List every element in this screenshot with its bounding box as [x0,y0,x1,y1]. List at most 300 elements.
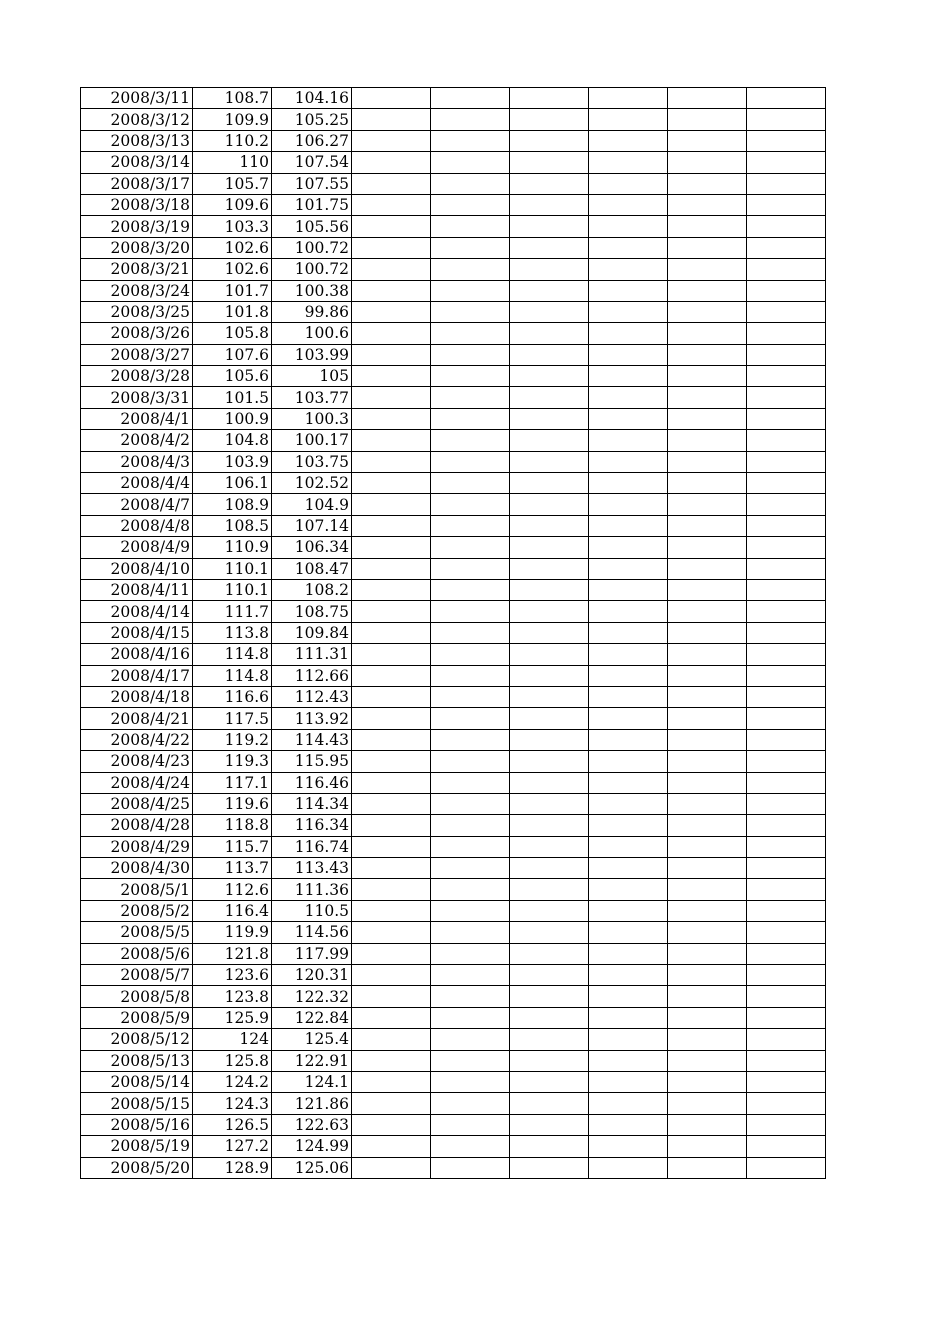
value-cell-1[interactable]: 127.2 [193,1136,272,1157]
empty-cell[interactable] [352,922,431,943]
date-cell[interactable]: 2008/5/20 [81,1157,193,1178]
empty-cell[interactable] [747,1093,826,1114]
empty-cell[interactable] [668,216,747,237]
empty-cell[interactable] [510,473,589,494]
empty-cell[interactable] [668,515,747,536]
date-cell[interactable]: 2008/5/5 [81,922,193,943]
date-cell[interactable]: 2008/4/3 [81,451,193,472]
empty-cell[interactable] [589,344,668,365]
value-cell-2[interactable]: 122.32 [272,986,352,1007]
empty-cell[interactable] [668,858,747,879]
empty-cell[interactable] [510,451,589,472]
empty-cell[interactable] [510,152,589,173]
empty-cell[interactable] [431,943,510,964]
value-cell-1[interactable]: 108.5 [193,515,272,536]
empty-cell[interactable] [589,601,668,622]
value-cell-1[interactable]: 100.9 [193,408,272,429]
empty-cell[interactable] [747,366,826,387]
value-cell-1[interactable]: 104.8 [193,430,272,451]
empty-cell[interactable] [352,473,431,494]
value-cell-2[interactable]: 100.17 [272,430,352,451]
date-cell[interactable]: 2008/5/8 [81,986,193,1007]
empty-cell[interactable] [747,173,826,194]
empty-cell[interactable] [668,451,747,472]
empty-cell[interactable] [668,729,747,750]
value-cell-2[interactable]: 111.31 [272,644,352,665]
empty-cell[interactable] [352,1029,431,1050]
empty-cell[interactable] [747,216,826,237]
empty-cell[interactable] [589,686,668,707]
value-cell-2[interactable]: 114.43 [272,729,352,750]
value-cell-2[interactable]: 125.4 [272,1029,352,1050]
empty-cell[interactable] [747,815,826,836]
empty-cell[interactable] [747,259,826,280]
empty-cell[interactable] [431,601,510,622]
value-cell-1[interactable]: 111.7 [193,601,272,622]
empty-cell[interactable] [589,430,668,451]
value-cell-1[interactable]: 103.9 [193,451,272,472]
empty-cell[interactable] [747,237,826,258]
empty-cell[interactable] [747,858,826,879]
empty-cell[interactable] [668,1050,747,1071]
empty-cell[interactable] [668,194,747,215]
empty-cell[interactable] [431,815,510,836]
empty-cell[interactable] [352,173,431,194]
date-cell[interactable]: 2008/3/20 [81,237,193,258]
date-cell[interactable]: 2008/4/17 [81,665,193,686]
empty-cell[interactable] [431,665,510,686]
date-cell[interactable]: 2008/3/26 [81,323,193,344]
empty-cell[interactable] [352,686,431,707]
empty-cell[interactable] [431,430,510,451]
empty-cell[interactable] [510,344,589,365]
empty-cell[interactable] [668,686,747,707]
empty-cell[interactable] [589,109,668,130]
empty-cell[interactable] [431,579,510,600]
date-cell[interactable]: 2008/4/9 [81,537,193,558]
empty-cell[interactable] [589,451,668,472]
date-cell[interactable]: 2008/4/16 [81,644,193,665]
value-cell-1[interactable]: 103.3 [193,216,272,237]
empty-cell[interactable] [589,216,668,237]
empty-cell[interactable] [510,579,589,600]
empty-cell[interactable] [668,879,747,900]
empty-cell[interactable] [510,280,589,301]
value-cell-1[interactable]: 101.5 [193,387,272,408]
value-cell-2[interactable]: 101.75 [272,194,352,215]
empty-cell[interactable] [589,1093,668,1114]
empty-cell[interactable] [510,1050,589,1071]
empty-cell[interactable] [510,815,589,836]
empty-cell[interactable] [668,1007,747,1028]
date-cell[interactable]: 2008/3/11 [81,88,193,109]
value-cell-2[interactable]: 104.9 [272,494,352,515]
empty-cell[interactable] [510,665,589,686]
value-cell-1[interactable]: 128.9 [193,1157,272,1178]
value-cell-2[interactable]: 122.84 [272,1007,352,1028]
empty-cell[interactable] [510,387,589,408]
empty-cell[interactable] [747,344,826,365]
empty-cell[interactable] [431,1050,510,1071]
empty-cell[interactable] [431,644,510,665]
empty-cell[interactable] [510,537,589,558]
date-cell[interactable]: 2008/5/12 [81,1029,193,1050]
empty-cell[interactable] [510,408,589,429]
empty-cell[interactable] [668,1136,747,1157]
empty-cell[interactable] [589,644,668,665]
empty-cell[interactable] [589,237,668,258]
empty-cell[interactable] [510,943,589,964]
empty-cell[interactable] [510,1136,589,1157]
empty-cell[interactable] [589,879,668,900]
empty-cell[interactable] [352,1093,431,1114]
empty-cell[interactable] [668,965,747,986]
empty-cell[interactable] [352,965,431,986]
empty-cell[interactable] [431,152,510,173]
empty-cell[interactable] [431,751,510,772]
empty-cell[interactable] [668,793,747,814]
empty-cell[interactable] [668,922,747,943]
empty-cell[interactable] [747,1136,826,1157]
empty-cell[interactable] [747,922,826,943]
empty-cell[interactable] [668,601,747,622]
empty-cell[interactable] [668,815,747,836]
empty-cell[interactable] [589,943,668,964]
empty-cell[interactable] [431,836,510,857]
empty-cell[interactable] [352,793,431,814]
date-cell[interactable]: 2008/5/15 [81,1093,193,1114]
empty-cell[interactable] [668,836,747,857]
empty-cell[interactable] [352,152,431,173]
empty-cell[interactable] [352,194,431,215]
empty-cell[interactable] [431,259,510,280]
empty-cell[interactable] [510,430,589,451]
empty-cell[interactable] [747,644,826,665]
empty-cell[interactable] [747,430,826,451]
value-cell-1[interactable]: 125.8 [193,1050,272,1071]
empty-cell[interactable] [747,943,826,964]
empty-cell[interactable] [431,900,510,921]
empty-cell[interactable] [668,579,747,600]
empty-cell[interactable] [352,900,431,921]
empty-cell[interactable] [747,1114,826,1135]
empty-cell[interactable] [431,237,510,258]
date-cell[interactable]: 2008/4/2 [81,430,193,451]
empty-cell[interactable] [510,751,589,772]
empty-cell[interactable] [352,986,431,1007]
value-cell-2[interactable]: 108.75 [272,601,352,622]
value-cell-1[interactable]: 101.8 [193,301,272,322]
empty-cell[interactable] [747,836,826,857]
value-cell-1[interactable]: 125.9 [193,1007,272,1028]
empty-cell[interactable] [352,451,431,472]
empty-cell[interactable] [431,686,510,707]
empty-cell[interactable] [352,1157,431,1178]
empty-cell[interactable] [589,1114,668,1135]
empty-cell[interactable] [668,109,747,130]
empty-cell[interactable] [589,88,668,109]
value-cell-2[interactable]: 116.74 [272,836,352,857]
date-cell[interactable]: 2008/5/13 [81,1050,193,1071]
value-cell-1[interactable]: 110.9 [193,537,272,558]
empty-cell[interactable] [510,88,589,109]
empty-cell[interactable] [431,194,510,215]
empty-cell[interactable] [589,751,668,772]
date-cell[interactable]: 2008/3/24 [81,280,193,301]
empty-cell[interactable] [352,430,431,451]
value-cell-2[interactable]: 125.06 [272,1157,352,1178]
empty-cell[interactable] [747,900,826,921]
empty-cell[interactable] [352,1007,431,1028]
empty-cell[interactable] [352,494,431,515]
empty-cell[interactable] [352,622,431,643]
empty-cell[interactable] [747,451,826,472]
empty-cell[interactable] [510,986,589,1007]
empty-cell[interactable] [431,1071,510,1092]
empty-cell[interactable] [431,344,510,365]
empty-cell[interactable] [668,708,747,729]
empty-cell[interactable] [747,323,826,344]
date-cell[interactable]: 2008/4/25 [81,793,193,814]
empty-cell[interactable] [747,109,826,130]
value-cell-1[interactable]: 110.2 [193,130,272,151]
value-cell-1[interactable]: 123.6 [193,965,272,986]
empty-cell[interactable] [589,301,668,322]
empty-cell[interactable] [431,965,510,986]
value-cell-2[interactable]: 100.3 [272,408,352,429]
empty-cell[interactable] [510,858,589,879]
value-cell-2[interactable]: 109.84 [272,622,352,643]
empty-cell[interactable] [747,494,826,515]
value-cell-2[interactable]: 116.46 [272,772,352,793]
value-cell-2[interactable]: 100.6 [272,323,352,344]
value-cell-1[interactable]: 109.9 [193,109,272,130]
date-cell[interactable]: 2008/3/28 [81,366,193,387]
date-cell[interactable]: 2008/4/30 [81,858,193,879]
empty-cell[interactable] [668,494,747,515]
empty-cell[interactable] [747,408,826,429]
empty-cell[interactable] [352,708,431,729]
value-cell-1[interactable]: 126.5 [193,1114,272,1135]
empty-cell[interactable] [352,601,431,622]
empty-cell[interactable] [431,323,510,344]
value-cell-1[interactable]: 114.8 [193,644,272,665]
empty-cell[interactable] [668,408,747,429]
empty-cell[interactable] [510,1071,589,1092]
value-cell-2[interactable]: 122.91 [272,1050,352,1071]
empty-cell[interactable] [431,858,510,879]
date-cell[interactable]: 2008/4/8 [81,515,193,536]
empty-cell[interactable] [668,366,747,387]
empty-cell[interactable] [431,708,510,729]
empty-cell[interactable] [510,686,589,707]
empty-cell[interactable] [589,708,668,729]
empty-cell[interactable] [589,558,668,579]
empty-cell[interactable] [747,686,826,707]
value-cell-1[interactable]: 110.1 [193,558,272,579]
empty-cell[interactable] [431,1136,510,1157]
value-cell-2[interactable]: 114.56 [272,922,352,943]
empty-cell[interactable] [668,1093,747,1114]
empty-cell[interactable] [747,729,826,750]
empty-cell[interactable] [431,408,510,429]
empty-cell[interactable] [510,622,589,643]
value-cell-2[interactable]: 99.86 [272,301,352,322]
empty-cell[interactable] [510,301,589,322]
empty-cell[interactable] [352,323,431,344]
empty-cell[interactable] [352,1050,431,1071]
empty-cell[interactable] [431,922,510,943]
empty-cell[interactable] [589,986,668,1007]
empty-cell[interactable] [510,1007,589,1028]
date-cell[interactable]: 2008/5/19 [81,1136,193,1157]
empty-cell[interactable] [510,879,589,900]
empty-cell[interactable] [668,751,747,772]
value-cell-2[interactable]: 106.34 [272,537,352,558]
empty-cell[interactable] [668,387,747,408]
empty-cell[interactable] [352,280,431,301]
empty-cell[interactable] [668,558,747,579]
empty-cell[interactable] [510,173,589,194]
value-cell-1[interactable]: 107.6 [193,344,272,365]
empty-cell[interactable] [352,879,431,900]
empty-cell[interactable] [510,130,589,151]
empty-cell[interactable] [352,644,431,665]
empty-cell[interactable] [510,793,589,814]
empty-cell[interactable] [352,579,431,600]
value-cell-2[interactable]: 111.36 [272,879,352,900]
empty-cell[interactable] [668,323,747,344]
empty-cell[interactable] [431,537,510,558]
empty-cell[interactable] [431,622,510,643]
empty-cell[interactable] [431,451,510,472]
date-cell[interactable]: 2008/4/7 [81,494,193,515]
value-cell-1[interactable]: 112.6 [193,879,272,900]
empty-cell[interactable] [510,494,589,515]
empty-cell[interactable] [589,408,668,429]
empty-cell[interactable] [747,152,826,173]
empty-cell[interactable] [431,1114,510,1135]
empty-cell[interactable] [589,323,668,344]
value-cell-1[interactable]: 118.8 [193,815,272,836]
empty-cell[interactable] [352,815,431,836]
empty-cell[interactable] [589,1007,668,1028]
value-cell-2[interactable]: 108.47 [272,558,352,579]
value-cell-2[interactable]: 124.1 [272,1071,352,1092]
date-cell[interactable]: 2008/3/18 [81,194,193,215]
empty-cell[interactable] [589,858,668,879]
empty-cell[interactable] [352,665,431,686]
empty-cell[interactable] [589,152,668,173]
empty-cell[interactable] [668,473,747,494]
empty-cell[interactable] [510,644,589,665]
date-cell[interactable]: 2008/5/9 [81,1007,193,1028]
empty-cell[interactable] [747,1050,826,1071]
empty-cell[interactable] [431,772,510,793]
empty-cell[interactable] [510,323,589,344]
empty-cell[interactable] [589,900,668,921]
empty-cell[interactable] [431,729,510,750]
empty-cell[interactable] [431,130,510,151]
value-cell-1[interactable]: 116.4 [193,900,272,921]
value-cell-2[interactable]: 114.34 [272,793,352,814]
value-cell-2[interactable]: 116.34 [272,815,352,836]
value-cell-2[interactable]: 112.66 [272,665,352,686]
empty-cell[interactable] [747,473,826,494]
empty-cell[interactable] [431,558,510,579]
value-cell-1[interactable]: 113.8 [193,622,272,643]
date-cell[interactable]: 2008/5/7 [81,965,193,986]
empty-cell[interactable] [668,130,747,151]
value-cell-1[interactable]: 113.7 [193,858,272,879]
empty-cell[interactable] [747,622,826,643]
value-cell-2[interactable]: 124.99 [272,1136,352,1157]
empty-cell[interactable] [431,109,510,130]
empty-cell[interactable] [747,1157,826,1178]
value-cell-2[interactable]: 110.5 [272,900,352,921]
value-cell-1[interactable]: 117.1 [193,772,272,793]
value-cell-1[interactable]: 110.1 [193,579,272,600]
value-cell-2[interactable]: 100.72 [272,237,352,258]
empty-cell[interactable] [510,558,589,579]
empty-cell[interactable] [747,772,826,793]
empty-cell[interactable] [510,708,589,729]
empty-cell[interactable] [589,793,668,814]
empty-cell[interactable] [668,665,747,686]
empty-cell[interactable] [747,1071,826,1092]
empty-cell[interactable] [589,922,668,943]
empty-cell[interactable] [431,494,510,515]
date-cell[interactable]: 2008/4/4 [81,473,193,494]
value-cell-1[interactable]: 124.3 [193,1093,272,1114]
empty-cell[interactable] [510,900,589,921]
empty-cell[interactable] [352,858,431,879]
empty-cell[interactable] [747,879,826,900]
empty-cell[interactable] [589,1157,668,1178]
value-cell-2[interactable]: 107.55 [272,173,352,194]
empty-cell[interactable] [431,216,510,237]
empty-cell[interactable] [668,1114,747,1135]
empty-cell[interactable] [589,537,668,558]
empty-cell[interactable] [747,280,826,301]
empty-cell[interactable] [747,601,826,622]
empty-cell[interactable] [510,1157,589,1178]
value-cell-2[interactable]: 103.75 [272,451,352,472]
empty-cell[interactable] [589,1050,668,1071]
empty-cell[interactable] [668,430,747,451]
empty-cell[interactable] [352,130,431,151]
value-cell-1[interactable]: 119.6 [193,793,272,814]
empty-cell[interactable] [431,173,510,194]
empty-cell[interactable] [589,836,668,857]
empty-cell[interactable] [747,515,826,536]
value-cell-2[interactable]: 107.14 [272,515,352,536]
empty-cell[interactable] [589,665,668,686]
empty-cell[interactable] [431,301,510,322]
empty-cell[interactable] [589,1136,668,1157]
empty-cell[interactable] [747,194,826,215]
date-cell[interactable]: 2008/4/23 [81,751,193,772]
value-cell-2[interactable]: 112.43 [272,686,352,707]
value-cell-1[interactable]: 119.3 [193,751,272,772]
date-cell[interactable]: 2008/3/27 [81,344,193,365]
value-cell-1[interactable]: 102.6 [193,259,272,280]
date-cell[interactable]: 2008/3/25 [81,301,193,322]
date-cell[interactable]: 2008/4/28 [81,815,193,836]
value-cell-1[interactable]: 124 [193,1029,272,1050]
empty-cell[interactable] [668,537,747,558]
value-cell-2[interactable]: 106.27 [272,130,352,151]
